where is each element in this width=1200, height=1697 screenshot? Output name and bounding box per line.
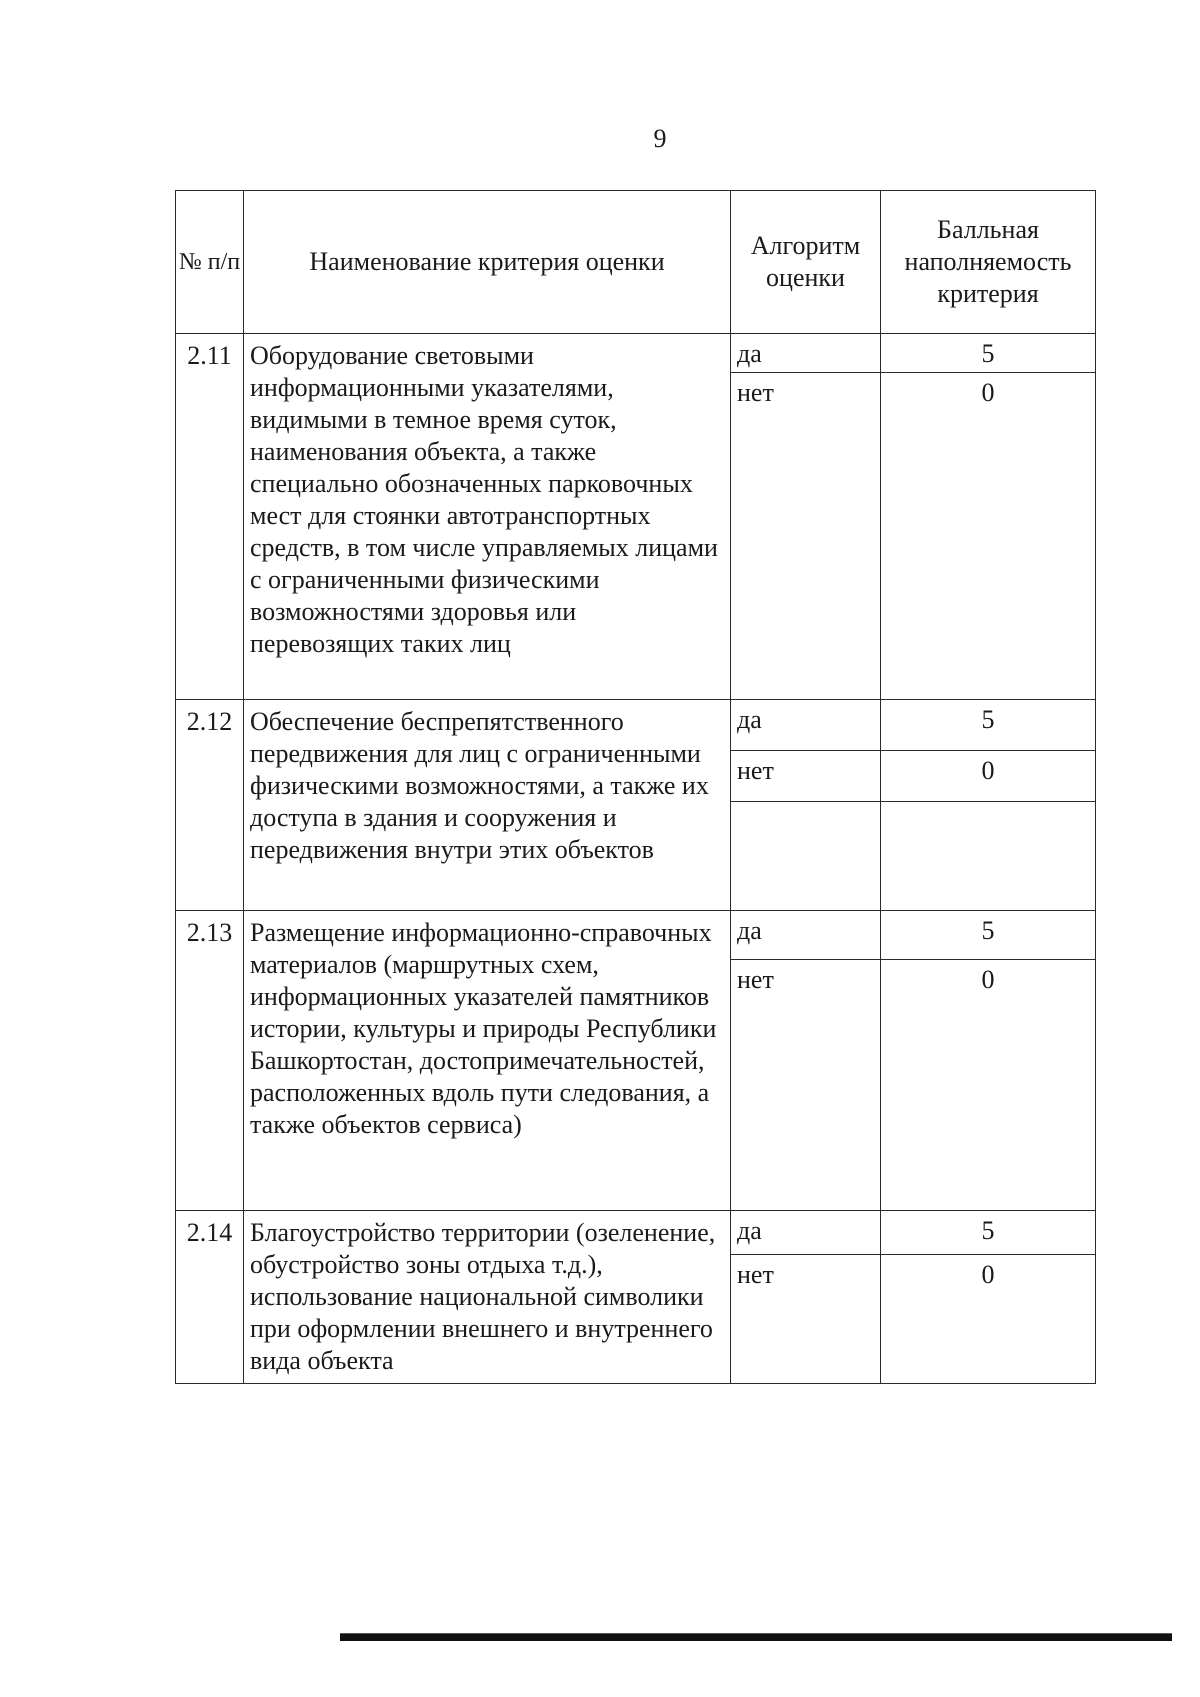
algorithm-option: нет — [731, 751, 881, 802]
criteria-table — [175, 190, 1096, 1384]
score-value: 0 — [881, 373, 1096, 700]
header-algorithm: Алгоритм оценки — [731, 191, 881, 334]
header-name: Наименование критерия оценки — [244, 191, 731, 334]
row-number: 2.11 — [176, 334, 244, 700]
criterion-name: Благоустройство территории (озеленение, обустройство зоны отдыха т.д.), использование национальной символики при оформлении внешнего и внутреннего вида объекта — [244, 1211, 731, 1384]
score-value: 5 — [881, 911, 1096, 960]
table-row — [176, 1211, 1096, 1255]
criterion-name: Размещение информационно-справочных материалов (маршрутных схем, информационных указателей памятников истории, культуры и природы Республики Башкортостан, достопримечательностей, расположенных вдоль пути следования, а также объектов сервиса) — [244, 911, 731, 1211]
algorithm-option — [731, 802, 881, 911]
algorithm-option: да — [731, 1211, 881, 1255]
score-value: 5 — [881, 1211, 1096, 1255]
score-value: 0 — [881, 751, 1096, 802]
header-num: № п/п — [176, 191, 244, 334]
row-number: 2.14 — [176, 1211, 244, 1384]
table-row — [176, 700, 1096, 751]
criterion-name: Обеспечение беспрепятственного передвижения для лиц с ограниченными физическими возможностями, а также их доступа в здания и сооружения и передвижения внутри этих объектов — [244, 700, 731, 911]
page-number: 9 — [653, 124, 667, 153]
score-value: 0 — [881, 1254, 1096, 1383]
score-value: 5 — [881, 700, 1096, 751]
algorithm-option: да — [731, 334, 881, 373]
table-header-row — [176, 191, 1096, 334]
algorithm-option: да — [731, 700, 881, 751]
score-value: 5 — [881, 334, 1096, 373]
scan-edge-bar — [340, 1634, 1172, 1641]
score-value — [881, 802, 1096, 911]
algorithm-option: нет — [731, 373, 881, 700]
score-value: 0 — [881, 960, 1096, 1211]
criterion-name: Оборудование световыми информационными указателями, видимыми в темное время суток, наименования объекта, а также специально обозначенных парковочных мест для стоянки автотранспортных средств, в том числе управляемых лицами с ограниченными физическими возможностями здоровья или перевозящих таких лиц — [244, 334, 731, 700]
table-row — [176, 911, 1096, 960]
table-row — [176, 334, 1096, 373]
row-number: 2.12 — [176, 700, 244, 911]
row-number: 2.13 — [176, 911, 244, 1211]
header-score: Балльная наполняемость критерия — [881, 191, 1096, 334]
algorithm-option: нет — [731, 1254, 881, 1383]
algorithm-option: да — [731, 911, 881, 960]
algorithm-option: нет — [731, 960, 881, 1211]
